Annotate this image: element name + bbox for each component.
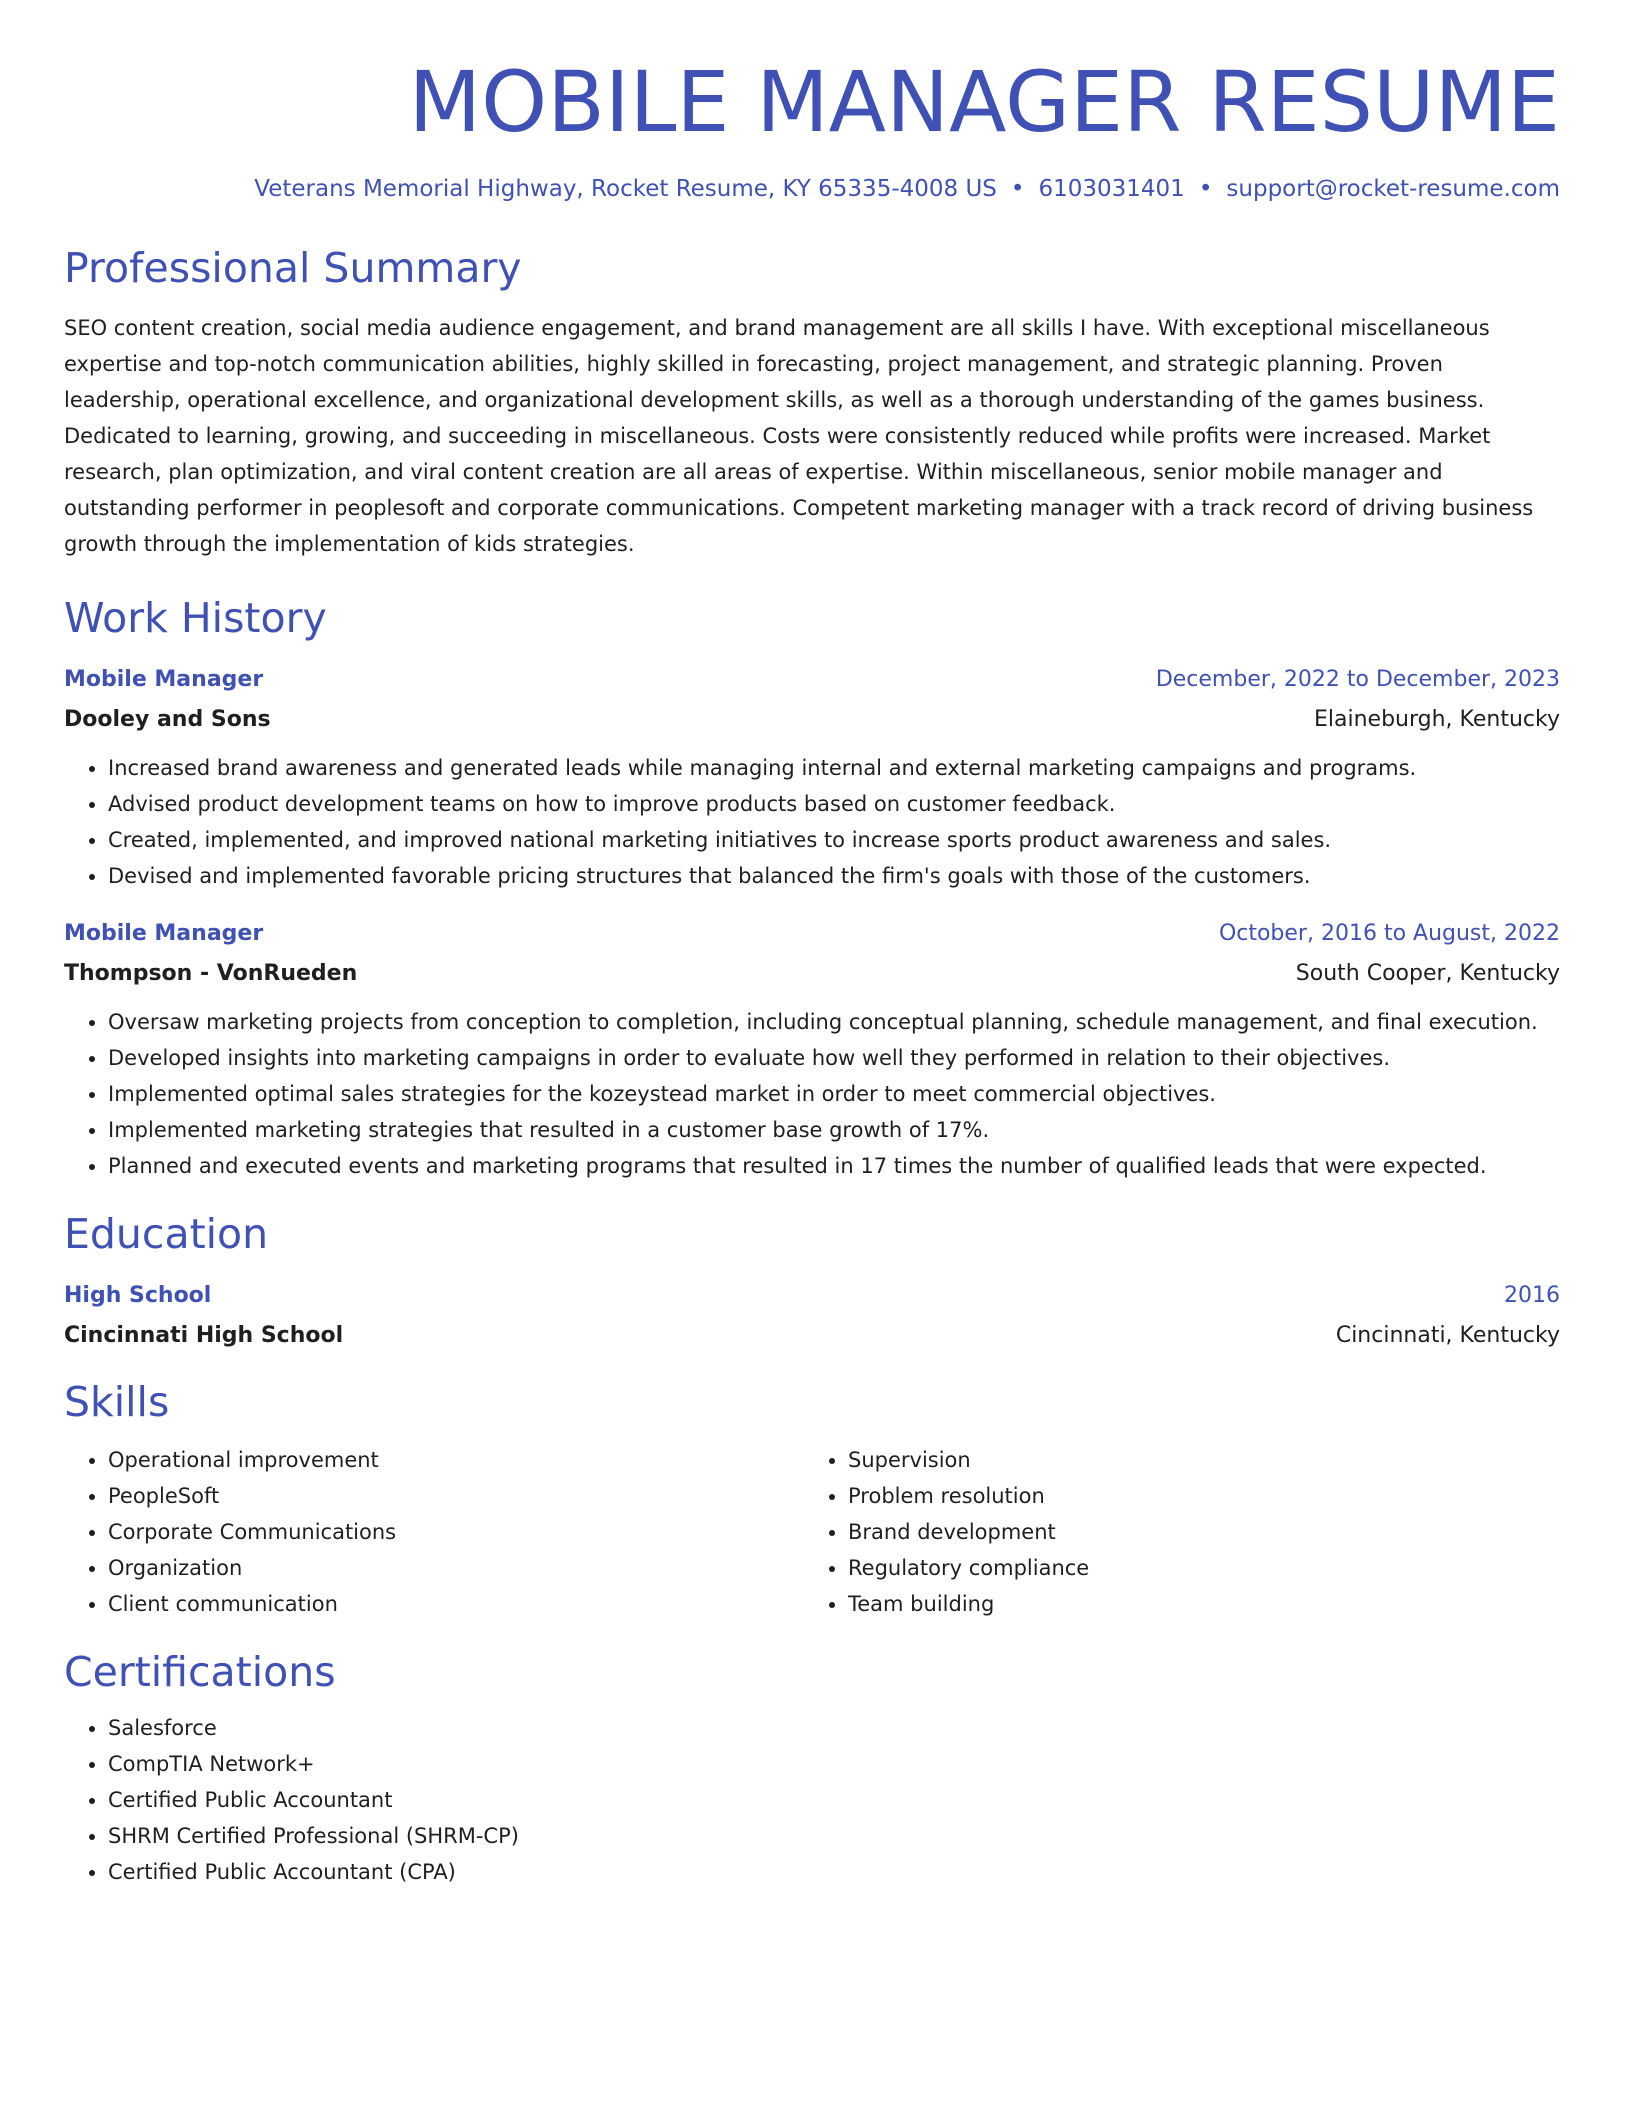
job-dates: December, 2022 to December, 2023	[1155, 667, 1560, 692]
job-bullets	[64, 750, 1560, 894]
job-header	[64, 660, 1560, 700]
job-subheader	[64, 700, 1560, 740]
work-history-heading: Work History	[64, 594, 327, 642]
job-subheader	[64, 954, 1560, 994]
skills-list-left	[64, 1442, 804, 1622]
job-company: Dooley and Sons	[64, 707, 271, 732]
job-dates: October, 2016 to August, 2022	[1218, 921, 1560, 946]
resume-title: MOBILE MANAGER RESUME	[408, 53, 1560, 151]
job-bullets	[64, 1004, 1560, 1184]
education-location: Cincinnati, Kentucky	[1335, 1323, 1560, 1348]
skill-item: • Supervision	[848, 1442, 1544, 1478]
contact-separator: •	[1198, 176, 1213, 202]
job-bullet: • Created, implemented, and improved national marketing initiatives to increase sports product awareness and sales.	[108, 822, 1560, 858]
job-bullet: • Increased brand awareness and generated leads while managing internal and external marketing campaigns and programs.	[108, 750, 1560, 786]
education-degree: High School	[64, 1283, 212, 1308]
education-entry	[64, 1276, 1560, 1356]
certifications-heading: Certifications	[64, 1648, 336, 1696]
skill-item: • Client communication	[108, 1586, 804, 1622]
skills-columns	[64, 1442, 1560, 1622]
job-header	[64, 914, 1560, 954]
skill-item: • PeopleSoft	[108, 1478, 804, 1514]
job-role: Mobile Manager	[64, 921, 264, 946]
certifications-list	[64, 1710, 1560, 1890]
job-bullet: • Devised and implemented favorable pricing structures that balanced the firm's goals with those of the customers.	[108, 858, 1560, 894]
skill-item: • Problem resolution	[848, 1478, 1544, 1514]
contact-separator: •	[1010, 176, 1025, 202]
skill-item: • Corporate Communications	[108, 1514, 804, 1550]
education-heading: Education	[64, 1210, 269, 1258]
job-bullet: • Developed insights into marketing campaigns in order to evaluate how well they performed in relation to their objectives.	[108, 1040, 1560, 1076]
resume-page	[64, 0, 1560, 1890]
certification-item: • Certified Public Accountant (CPA)	[108, 1854, 1560, 1890]
skills-heading: Skills	[64, 1378, 170, 1426]
contact-address: Veterans Memorial Highway, Rocket Resume, KY 65335-4008 US	[254, 176, 997, 202]
job-location: Elaineburgh, Kentucky	[1314, 707, 1560, 732]
certification-item: • Certified Public Accountant	[108, 1782, 1560, 1818]
job-bullet: • Implemented marketing strategies that resulted in a customer base growth of 17%.	[108, 1112, 1560, 1148]
skill-item: • Regulatory compliance	[848, 1550, 1544, 1586]
certification-item: • Salesforce	[108, 1710, 1560, 1746]
contact-phone: 6103031401	[1038, 176, 1185, 202]
certification-item: • SHRM Certified Professional (SHRM-CP)	[108, 1818, 1560, 1854]
contact-line	[64, 172, 1560, 206]
job-bullet: • Oversaw marketing projects from conception to completion, including conceptual planning, schedule management, and final execution.	[108, 1004, 1560, 1040]
skill-item: • Organization	[108, 1550, 804, 1586]
job-bullet: • Planned and executed events and marketing programs that resulted in 17 times the number of qualified leads that were expected.	[108, 1148, 1560, 1184]
job-bullet: • Advised product development teams on how to improve products based on customer feedback.	[108, 786, 1560, 822]
certification-item: • CompTIA Network+	[108, 1746, 1560, 1782]
job-bullet: • Implemented optimal sales strategies for the kozeystead market in order to meet commercial objectives.	[108, 1076, 1560, 1112]
summary-heading: Professional Summary	[64, 244, 522, 292]
job-role: Mobile Manager	[64, 667, 264, 692]
summary-text: SEO content creation, social media audience engagement, and brand management are all skills I have. With exceptional miscellaneous expertise and top-notch communication abilities, highly skilled in forecasting, project management, and strategic planning. Proven leadership, operational excellence, and organizational development skills, as well as a thorough understanding of the games business. Dedicated to learning, growing, and succeeding in miscellaneous. Costs were consistently reduced while profits were increased. Market research, plan optimization, and viral content creation are all areas of expertise. Within miscellaneous, senior mobile manager and outstanding performer in peoplesoft and corporate communications. Competent marketing manager with a track record of driving business growth through the implementation of kids strategies.	[64, 316, 1534, 556]
skills-list-right	[804, 1442, 1544, 1622]
job-company: Thompson - VonRueden	[64, 961, 358, 986]
skill-item: • Operational improvement	[108, 1442, 804, 1478]
skill-item: • Brand development	[848, 1514, 1544, 1550]
job-location: South Cooper, Kentucky	[1295, 961, 1560, 986]
job-entry	[64, 914, 1560, 1184]
education-subheader	[64, 1316, 1560, 1356]
job-entry	[64, 660, 1560, 894]
education-school: Cincinnati High School	[64, 1323, 344, 1348]
education-header	[64, 1276, 1560, 1316]
contact-email: support@rocket-resume.com	[1226, 176, 1560, 202]
skill-item: • Team building	[848, 1586, 1544, 1622]
education-year: 2016	[1504, 1283, 1560, 1308]
